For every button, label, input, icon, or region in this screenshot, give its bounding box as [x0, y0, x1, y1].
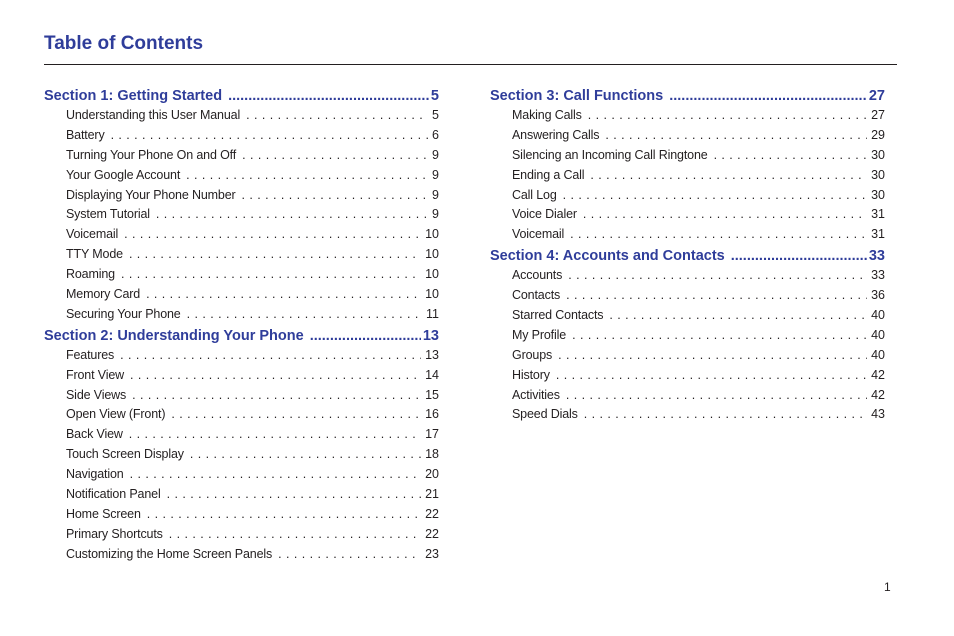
dot-leader — [242, 148, 428, 162]
toc-column-left — [44, 87, 439, 567]
entry-page-number: 9 — [432, 167, 439, 182]
entry-page-number: 9 — [432, 207, 439, 222]
entry-title: Accounts — [512, 268, 563, 283]
entry-title: Displaying Your Phone Number — [66, 187, 236, 202]
entry-title: Battery — [66, 127, 105, 142]
toc-entry[interactable] — [490, 168, 885, 188]
toc-entry[interactable] — [44, 108, 439, 128]
toc-entry[interactable] — [44, 527, 439, 547]
toc-entry[interactable] — [490, 388, 885, 408]
entry-page-number: 13 — [425, 347, 439, 362]
dot-leader — [156, 207, 428, 221]
dot-leader — [558, 348, 867, 362]
dot-leader — [584, 407, 867, 421]
section-page-number: 27 — [868, 88, 885, 104]
dot-leader — [605, 128, 867, 142]
page-number: 1 — [884, 580, 891, 594]
entry-page-number: 6 — [432, 127, 439, 142]
toc-entry[interactable] — [490, 188, 885, 208]
entry-title: Navigation — [66, 467, 124, 482]
toc-entry[interactable] — [490, 108, 885, 128]
entry-title: Turning Your Phone On and Off — [66, 147, 237, 162]
dot-leader — [568, 268, 867, 282]
entry-page-number: 36 — [871, 288, 885, 303]
entry-page-number: 29 — [871, 127, 885, 142]
dot-leader — [310, 328, 421, 344]
toc-section-heading[interactable] — [44, 88, 439, 108]
entry-page-number: 30 — [871, 147, 885, 162]
entry-page-number: 10 — [425, 287, 439, 302]
toc-entry[interactable] — [490, 148, 885, 168]
toc-entry[interactable] — [44, 287, 439, 307]
entry-page-number: 31 — [871, 207, 885, 222]
section-title: Section 4: Accounts and Contacts — [490, 248, 725, 265]
entry-page-number: 21 — [425, 487, 439, 502]
dot-leader — [132, 388, 421, 402]
entry-title: History — [512, 367, 550, 382]
entry-page-number: 42 — [871, 387, 885, 402]
entry-title: TTY Mode — [66, 247, 123, 262]
entry-page-number: 30 — [871, 187, 885, 202]
entry-title: Understanding this User Manual — [66, 108, 241, 122]
toc-entry[interactable] — [44, 487, 439, 507]
entry-page-number: 15 — [425, 387, 439, 402]
entry-title: Customizing the Home Screen Panels — [66, 546, 273, 561]
entry-title: Silencing an Incoming Call Ringtone — [512, 147, 708, 162]
dot-leader — [111, 128, 428, 142]
dot-leader — [242, 188, 429, 202]
entry-page-number: 14 — [425, 367, 439, 382]
entry-title: My Profile — [512, 327, 567, 342]
entry-title: Back View — [66, 427, 123, 442]
entry-title: Securing Your Phone — [66, 306, 181, 321]
entry-page-number: 33 — [871, 268, 885, 283]
section-page-number: 33 — [868, 248, 885, 265]
toc-entry[interactable] — [490, 288, 885, 308]
entry-title: Making Calls — [512, 108, 582, 122]
entry-page-number: 30 — [871, 167, 885, 182]
entry-page-number: 9 — [432, 147, 439, 162]
dot-leader — [171, 407, 421, 421]
dot-leader — [130, 368, 421, 382]
dot-leader — [714, 148, 868, 162]
toc-entry[interactable] — [490, 328, 885, 348]
entry-title: Voice Dialer — [512, 207, 577, 222]
entry-page-number: 31 — [871, 227, 885, 242]
section-title: Section 1: Getting Started — [44, 88, 223, 104]
toc-section-heading[interactable] — [44, 328, 439, 348]
entry-title: Ending a Call — [512, 167, 585, 182]
toc-entry[interactable] — [44, 128, 439, 148]
page-title: Table of Contents — [44, 33, 204, 54]
entry-page-number: 16 — [425, 407, 439, 422]
toc-entry[interactable] — [44, 207, 439, 227]
entry-page-number: 18 — [425, 447, 439, 462]
toc-section-heading[interactable] — [490, 248, 885, 268]
toc-entry[interactable] — [490, 227, 885, 247]
dot-leader — [130, 467, 422, 481]
toc-entry[interactable] — [44, 247, 439, 267]
entry-title: Contacts — [512, 288, 561, 303]
dot-leader — [566, 388, 867, 402]
dot-leader — [556, 368, 867, 382]
toc-entry[interactable] — [490, 308, 885, 328]
toc-entry[interactable] — [44, 267, 439, 287]
dot-leader — [246, 108, 428, 122]
dot-leader — [187, 307, 422, 321]
dot-leader — [590, 168, 867, 182]
entry-page-number: 17 — [425, 427, 439, 442]
toc-entry[interactable] — [44, 547, 439, 567]
toc-entry[interactable] — [44, 227, 439, 247]
entry-page-number: 11 — [426, 306, 439, 321]
entry-title: Starred Contacts — [512, 308, 604, 323]
section-page-number: 5 — [430, 88, 439, 104]
dot-leader — [186, 168, 428, 182]
toc-entry[interactable] — [44, 188, 439, 208]
entry-title: Touch Screen Display — [66, 447, 184, 462]
dot-leader — [278, 547, 421, 561]
dot-leader — [169, 527, 421, 541]
entry-page-number: 22 — [425, 526, 439, 541]
dot-leader — [190, 447, 421, 461]
toc-entry[interactable] — [44, 307, 439, 327]
entry-page-number: 10 — [425, 247, 439, 262]
entry-page-number: 9 — [432, 187, 439, 202]
entry-title: Speed Dials — [512, 407, 578, 422]
entry-title: Front View — [66, 367, 125, 382]
toc-entry[interactable] — [44, 467, 439, 487]
entry-title: System Tutorial — [66, 207, 150, 222]
toc-entry[interactable] — [490, 207, 885, 227]
dot-leader — [583, 207, 867, 221]
entry-title: Groups — [512, 347, 553, 362]
entry-page-number: 42 — [871, 367, 885, 382]
toc-entry[interactable] — [44, 368, 439, 388]
entry-page-number: 40 — [871, 347, 885, 362]
dot-leader — [669, 88, 867, 104]
dot-leader — [228, 88, 429, 104]
toc-entry[interactable] — [44, 348, 439, 368]
toc-entry[interactable] — [44, 447, 439, 467]
entry-title: Roaming — [66, 267, 115, 282]
entry-title: Side Views — [66, 387, 127, 402]
entry-title: Voicemail — [66, 227, 119, 242]
toc-section-heading[interactable] — [490, 88, 885, 108]
toc-entry[interactable] — [490, 348, 885, 368]
entry-page-number: 22 — [425, 506, 439, 521]
entry-page-number: 40 — [871, 327, 885, 342]
toc-entry[interactable] — [490, 128, 885, 148]
entry-title: Memory Card — [66, 287, 141, 302]
dot-leader — [120, 348, 421, 362]
entry-title: Voicemail — [512, 227, 565, 242]
entry-title: Home Screen — [66, 506, 141, 521]
dot-leader — [572, 328, 867, 342]
section-title: Section 3: Call Functions — [490, 88, 664, 104]
dot-leader — [609, 308, 867, 322]
dot-leader — [563, 188, 867, 202]
entry-title: Call Log — [512, 187, 557, 202]
dot-leader — [129, 427, 421, 441]
entry-title: Your Google Account — [66, 167, 181, 182]
entry-title: Answering Calls — [512, 127, 600, 142]
entry-page-number: 10 — [425, 267, 439, 282]
section-page-number: 13 — [422, 327, 439, 344]
dot-leader — [566, 288, 867, 302]
toc-entry[interactable] — [490, 407, 885, 427]
entry-page-number: 43 — [871, 407, 885, 422]
entry-page-number: 20 — [425, 467, 439, 482]
dot-leader — [129, 247, 421, 261]
toc-entry[interactable] — [44, 148, 439, 168]
toc-entry[interactable] — [44, 427, 439, 447]
entry-title: Features — [66, 347, 115, 362]
dot-leader — [167, 487, 422, 501]
toc-entry[interactable] — [490, 268, 885, 288]
toc-column-right — [490, 87, 885, 427]
toc-entry[interactable] — [44, 507, 439, 527]
entry-page-number: 40 — [871, 308, 885, 323]
dot-leader — [147, 507, 421, 521]
entry-title: Open View (Front) — [66, 407, 166, 422]
dot-leader — [588, 108, 867, 122]
toc-entry[interactable] — [44, 388, 439, 408]
entry-page-number: 5 — [432, 108, 439, 122]
dot-leader — [731, 248, 867, 264]
entry-page-number: 27 — [871, 108, 885, 122]
title-divider — [44, 64, 897, 65]
toc-entry[interactable] — [44, 168, 439, 188]
dot-leader — [146, 287, 421, 301]
entry-title: Notification Panel — [66, 487, 161, 502]
entry-page-number: 10 — [425, 227, 439, 242]
entry-title: Activities — [512, 387, 560, 402]
dot-leader — [121, 267, 421, 281]
entry-title: Primary Shortcuts — [66, 526, 163, 541]
section-title: Section 2: Understanding Your Phone — [44, 327, 304, 344]
toc-entry[interactable] — [490, 368, 885, 388]
entry-page-number: 23 — [425, 546, 439, 561]
dot-leader — [570, 227, 867, 241]
dot-leader — [124, 227, 421, 241]
toc-entry[interactable] — [44, 407, 439, 427]
